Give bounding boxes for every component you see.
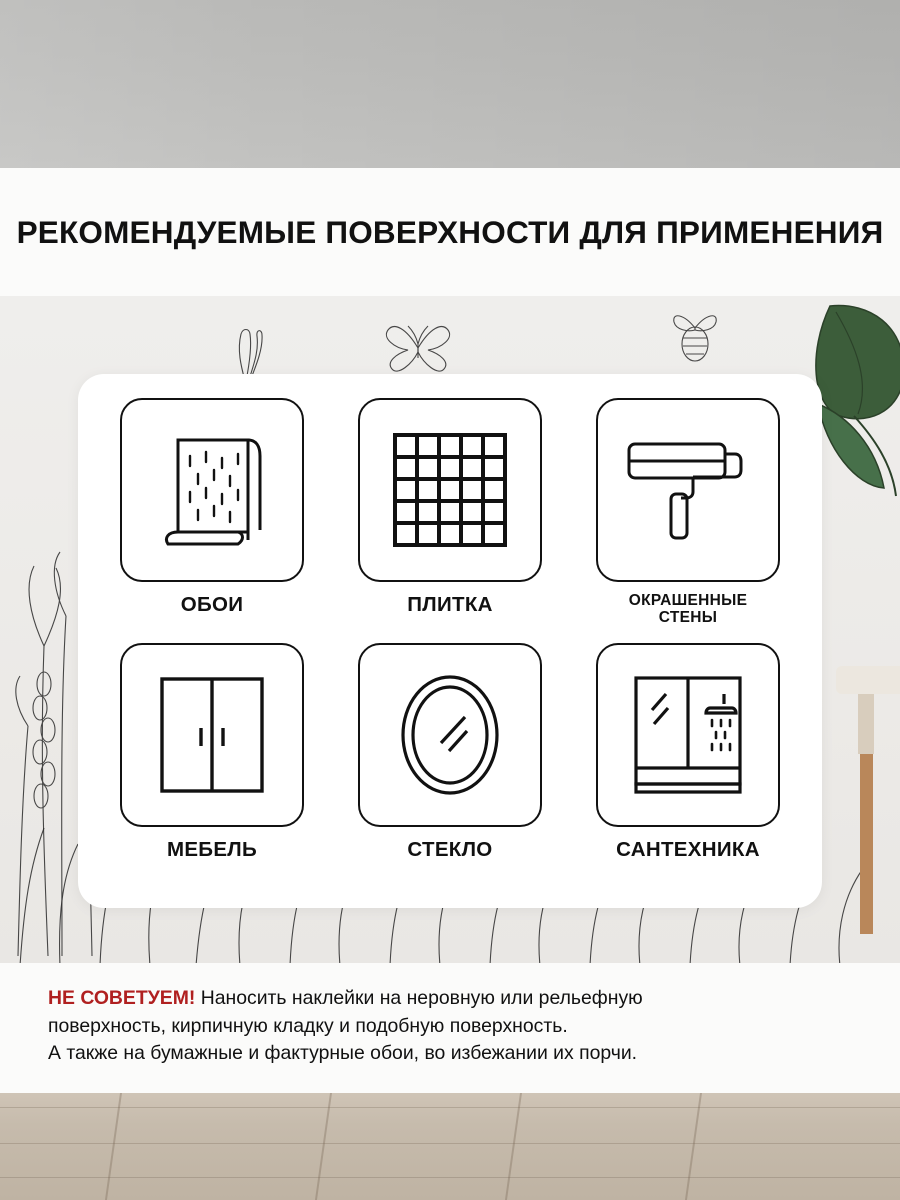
surfaces-grid: [104, 398, 796, 884]
warning-line1: Наносить наклейки на неровную или рельефную: [195, 987, 643, 1009]
surface-item-painted-walls[interactable]: [580, 398, 796, 639]
background-wall-top: [0, 0, 900, 168]
surface-tile: [120, 398, 304, 582]
surfaces-card: [78, 374, 822, 908]
surface-label-line1: ОКРАШЕННЫЕ: [628, 592, 748, 609]
bee-icon: [664, 304, 726, 366]
tile-grid-icon: [391, 431, 509, 549]
stool-decor: [836, 666, 900, 963]
warning-line3: А также на бумажные и фактурные обои, во избежании их порчи.: [48, 1042, 638, 1065]
butterfly-icon: [378, 314, 458, 378]
surface-tile: [596, 398, 780, 582]
surface-label: ПЛИТКА: [407, 593, 493, 616]
surface-label: [629, 592, 748, 627]
background-floor: [0, 1093, 900, 1200]
warning-line2: поверхность, кирпичную кладку и подобную поверхность.: [48, 1014, 568, 1037]
warning-text: [48, 985, 852, 1068]
page-title: РЕКОМЕНДУЕМЫЕ ПОВЕРХНОСТИ ДЛЯ ПРИМЕНЕНИЯ: [16, 213, 884, 250]
title-band: [0, 168, 900, 296]
surface-tile: [358, 398, 542, 582]
warning-band: [0, 963, 900, 1093]
surface-item-plumbing[interactable]: [580, 643, 796, 884]
surface-label-line2: СТЕНЫ: [658, 609, 718, 627]
cabinet-icon: [157, 674, 267, 796]
paint-roller-icon: [623, 430, 753, 550]
surface-tile: [120, 643, 304, 827]
surface-tile: [596, 643, 780, 827]
surface-label: ОБОИ: [180, 593, 244, 616]
surface-item-tile[interactable]: [342, 398, 558, 639]
surface-item-furniture[interactable]: [104, 643, 320, 884]
surface-label: СТЕКЛО: [407, 838, 493, 861]
surface-item-glass[interactable]: [342, 643, 558, 884]
warning-lead: НЕ СОВЕТУЕМ!: [48, 987, 196, 1009]
surface-label: МЕБЕЛЬ: [166, 838, 258, 861]
surface-label: САНТЕХНИКА: [616, 838, 760, 861]
surface-item-wallpaper[interactable]: [104, 398, 320, 639]
shower-cabin-icon: [628, 672, 748, 798]
surface-tile: [358, 643, 542, 827]
mirror-icon: [395, 671, 505, 799]
wallpaper-roll-icon: [152, 426, 272, 554]
